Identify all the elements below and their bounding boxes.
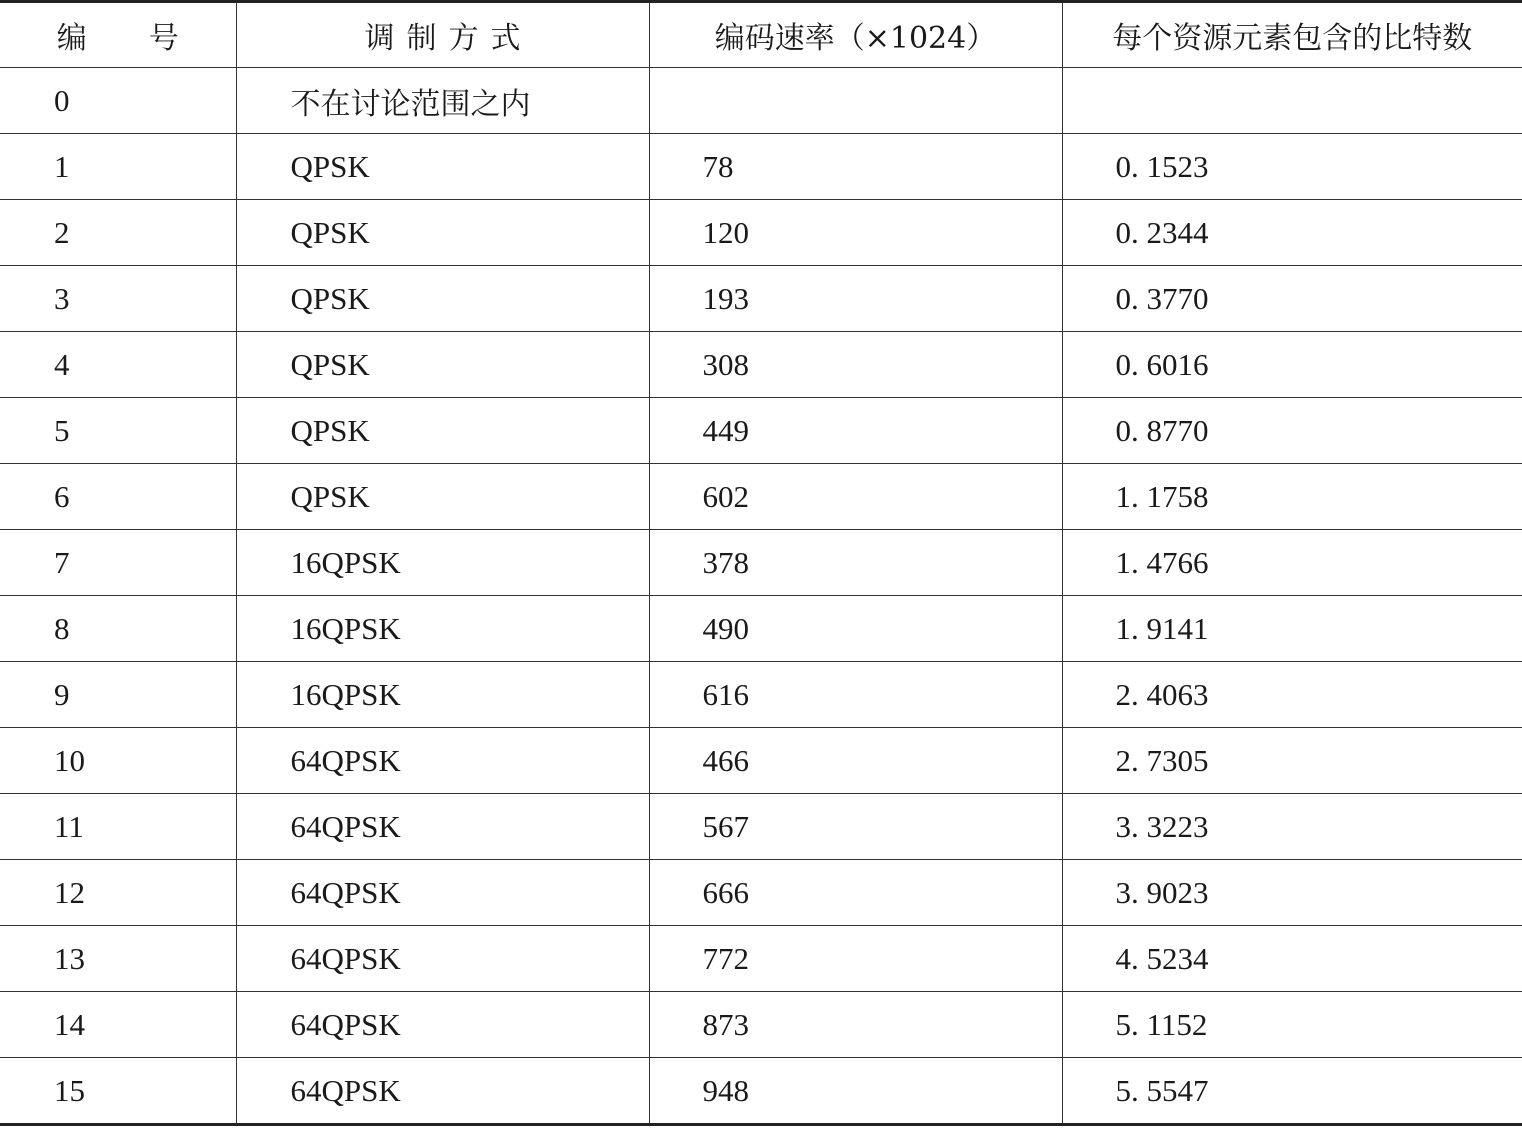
cell-index: 14 bbox=[0, 992, 236, 1058]
header-index bbox=[0, 2, 236, 68]
cell-bits-per-re bbox=[1062, 68, 1522, 134]
header-modulation: 调制方式 bbox=[236, 2, 649, 68]
header-row bbox=[0, 2, 1522, 68]
cell-bits-per-re: 0. 2344 bbox=[1062, 200, 1522, 266]
cell-code-rate: 616 bbox=[649, 662, 1062, 728]
table-row bbox=[0, 596, 1522, 662]
cell-bits-per-re: 1. 1758 bbox=[1062, 464, 1522, 530]
cell-bits-per-re: 0. 8770 bbox=[1062, 398, 1522, 464]
table-row bbox=[0, 266, 1522, 332]
table-row bbox=[0, 728, 1522, 794]
cell-modulation: 16QPSK bbox=[236, 662, 649, 728]
cell-code-rate: 78 bbox=[649, 134, 1062, 200]
cell-code-rate bbox=[649, 68, 1062, 134]
cell-index: 2 bbox=[0, 200, 236, 266]
cell-index: 0 bbox=[0, 68, 236, 134]
cell-modulation: 64QPSK bbox=[236, 728, 649, 794]
cell-modulation: QPSK bbox=[236, 398, 649, 464]
cell-index: 3 bbox=[0, 266, 236, 332]
table-row bbox=[0, 332, 1522, 398]
cell-code-rate: 490 bbox=[649, 596, 1062, 662]
table-row bbox=[0, 926, 1522, 992]
table-row bbox=[0, 794, 1522, 860]
cell-index: 7 bbox=[0, 530, 236, 596]
cell-bits-per-re: 3. 9023 bbox=[1062, 860, 1522, 926]
cell-modulation: 64QPSK bbox=[236, 926, 649, 992]
table-row bbox=[0, 398, 1522, 464]
cell-code-rate: 193 bbox=[649, 266, 1062, 332]
cell-modulation: 64QPSK bbox=[236, 860, 649, 926]
header-index-char-1: 编 bbox=[56, 21, 87, 56]
table-row bbox=[0, 1058, 1522, 1125]
cell-modulation: QPSK bbox=[236, 464, 649, 530]
cell-code-rate: 602 bbox=[649, 464, 1062, 530]
cell-modulation: 64QPSK bbox=[236, 794, 649, 860]
cell-index: 4 bbox=[0, 332, 236, 398]
cell-bits-per-re: 1. 9141 bbox=[1062, 596, 1522, 662]
table-row bbox=[0, 530, 1522, 596]
cell-bits-per-re: 5. 1152 bbox=[1062, 992, 1522, 1058]
table-row bbox=[0, 200, 1522, 266]
cell-index: 10 bbox=[0, 728, 236, 794]
cell-modulation: 不在讨论范围之内 bbox=[236, 68, 649, 134]
cell-index: 1 bbox=[0, 134, 236, 200]
table-row bbox=[0, 860, 1522, 926]
table-row bbox=[0, 464, 1522, 530]
cell-bits-per-re: 2. 4063 bbox=[1062, 662, 1522, 728]
cell-index: 5 bbox=[0, 398, 236, 464]
cell-code-rate: 308 bbox=[649, 332, 1062, 398]
table-row bbox=[0, 992, 1522, 1058]
cell-bits-per-re: 0. 1523 bbox=[1062, 134, 1522, 200]
cell-index: 6 bbox=[0, 464, 236, 530]
cell-code-rate: 466 bbox=[649, 728, 1062, 794]
cell-modulation: QPSK bbox=[236, 266, 649, 332]
header-index-char-2: 号 bbox=[148, 21, 179, 56]
cell-bits-per-re: 2. 7305 bbox=[1062, 728, 1522, 794]
cell-index: 11 bbox=[0, 794, 236, 860]
cell-code-rate: 567 bbox=[649, 794, 1062, 860]
cell-modulation: QPSK bbox=[236, 332, 649, 398]
cell-code-rate: 378 bbox=[649, 530, 1062, 596]
cell-bits-per-re: 3. 3223 bbox=[1062, 794, 1522, 860]
table-row bbox=[0, 134, 1522, 200]
cell-code-rate: 873 bbox=[649, 992, 1062, 1058]
cell-bits-per-re: 0. 3770 bbox=[1062, 266, 1522, 332]
header-bits-per-re: 每个资源元素包含的比特数 bbox=[1062, 2, 1522, 68]
header-code-rate: 编码速率（×1024） bbox=[649, 2, 1062, 68]
cell-modulation: QPSK bbox=[236, 200, 649, 266]
table-body bbox=[0, 68, 1522, 1125]
cell-bits-per-re: 5. 5547 bbox=[1062, 1058, 1522, 1125]
cell-modulation: 16QPSK bbox=[236, 530, 649, 596]
cell-code-rate: 948 bbox=[649, 1058, 1062, 1125]
cell-code-rate: 666 bbox=[649, 860, 1062, 926]
cell-index: 13 bbox=[0, 926, 236, 992]
table-row bbox=[0, 662, 1522, 728]
cell-bits-per-re: 4. 5234 bbox=[1062, 926, 1522, 992]
cell-modulation: 64QPSK bbox=[236, 992, 649, 1058]
cell-bits-per-re: 0. 6016 bbox=[1062, 332, 1522, 398]
cell-modulation: 16QPSK bbox=[236, 596, 649, 662]
cell-code-rate: 772 bbox=[649, 926, 1062, 992]
cell-code-rate: 120 bbox=[649, 200, 1062, 266]
cell-bits-per-re: 1. 4766 bbox=[1062, 530, 1522, 596]
cell-index: 12 bbox=[0, 860, 236, 926]
cell-modulation: QPSK bbox=[236, 134, 649, 200]
cell-index: 15 bbox=[54, 1072, 85, 1108]
cell-modulation: 64QPSK bbox=[236, 1058, 649, 1125]
cell-code-rate: 449 bbox=[649, 398, 1062, 464]
cell-index: 8 bbox=[0, 596, 236, 662]
table-row bbox=[0, 68, 1522, 134]
cell-index: 9 bbox=[0, 662, 236, 728]
